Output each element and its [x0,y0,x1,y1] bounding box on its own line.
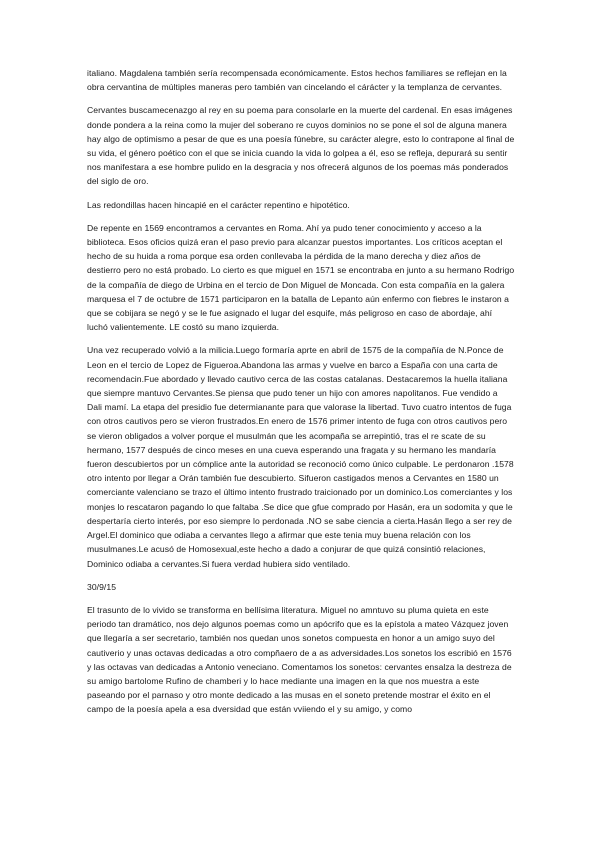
paragraph-cautiverio: Una vez recuperado volvió a la milicia.Luego formaría aprte en abril de 1575 de la compañía de N.Ponce de Leon en el tercio de Lopez de Figueroa.Abandona las armas y vuelve en barco a España con una carta de recomendacin.Fue abordado y llevado cautivo cerca de las costas catalanas. Destacaremos la huella italiana que siempre mantuvo Cervantes.Se piensa que pudo tener un hijo con amores napolitanos. Fue vendido a Dali mamí. La etapa del presidio fue determianante para que valorase la libertad. Tuvo cuatro intentos de fuga con otros cautivos pero se vieron frustrados.En enero de 1576 primer intento de fuga con otros cautivos pero se vieron obligados a volver porque el musulmán que les acompaña se arrepintió, tras el re scate de su hermano, 1577 después de cinco meses en una cueva esperando una fragata y su hermano les mandaría fueron descubiertos por un cómplice ante la autoridad se reconoció como único culpable. Le perdonaron .1578 otro intento por llegar a Orán también fue descubierto. Sifueron castigados menos a Cervantes en 1580 un comerciante valenciano se trazo el último intento frustrado traicionado por un dominico.Los comerciantes y los monjes lo rescataron pagando lo que faltaba .Se dice que gfue comprado por Hasán, era un sodomita y que le despertaría cierto interés, por eso siempre lo perdonada .NO se sabe ciencia a cierta.Hasán llego a ser rey de Argel.El dominico que odiaba a cervantes llego a afirmar que este tenia muy buena relación con los musulmanes.Le acusó de Homosexual,este hecho a dado a conjurar de que quizá consintió relaciones, Dominico odiaba a cervantes.Si fuera verdad hubiera sido ventilado. [87,345,514,569]
paragraph-literatura: El trasunto de lo vivido se transforma en bellísima literatura. Miguel no amntuvo su pluma quieta en este periodo tan dramático, nos dejo algunos poemas como un apócrifo que es la epístola a mateo Vázquez joven que llegaría a ser secretario, también nos quedan unos sonetos compuesta en honor a un amigo suyo del cautiverio y unas octavas dedicadas a otro compñaero de a as adversidades.Los sonetos los escribió en 1576 y las octavas van dedicadas a Antonio veneciano. Comentamos los sonetos: cervantes ensalza la destreza de su amigo bartolome Rufino de chamberi y lo hace mediante una imagen en la que nos muestra a este paseando por el parnaso y otro monte dedicado a las musas en el soneto pretende mostrar el éxito en el campo de la poesía apela a esa dversidad que están vviiendo el y su amigo, y como [87,604,512,715]
date-heading: 30/9/15 [87,581,117,592]
paragraph-redondillas: Las redondillas hacen hincapié en el carácter repentino e hipotético. [87,199,350,210]
document-page [87,66,515,726]
paragraph-family: italiano. Magdalena también sería recompensada económicamente. Estos hechos familiares se reflejan en la obra cervantina de múltiples maneras pero también van cincelando el cárácter y la templanza de cervantes. [87,68,507,93]
paragraph-roma-lepanto: De repente en 1569 encontramos a cervantes en Roma. Ahí ya pudo tener conocimiento y acceso a la biblioteca. Esos oficios quizá eran el paso previo para alcanzar puestos importantes. Los críticos aceptan el hecho de su huida a roma porque esa orden conllevaba la pérdida de la mano derecha y diez años de destierro pero no está probado. Lo cierto es que miguel en 1571 se encontraba en junto a su hermano Rodrigo de la compañía de diego de Urbina en el tercio de Don Miguel de Moncada. Con esta compañía en la galera marquesa el 7 de octubre de 1571 participaron en la batalla de Lepanto aún enfermo con fiebres le instaron a que se cobijara se negó y se le fue asignado el lugar del esquife, más peligroso en caso de abordaje, ahí luchó valientemente. LE costó su mano izquierda. [87,222,515,333]
paragraph-poem-cardenal: Cervantes buscamecenazgo al rey en su poema para consolarle en la muerte del cardenal. En esas imágenes donde pondera a la reina como la mujer del soberano re cuyos dominios no se pone el sol de alguna manera hay algo de optimismo a pesar de que es una poesía fúnebre, su carácter alegre, esto lo contrapone al final de su vida, el género poético con el que se inicia cuando la vida lo golpea a él, eso se refleja, depurará su sentir nos manifestara a ese hombre pulido en la desgracia y nos ofrecerá algunos de los poemas más ponderados del siglo de oro. [87,105,515,187]
